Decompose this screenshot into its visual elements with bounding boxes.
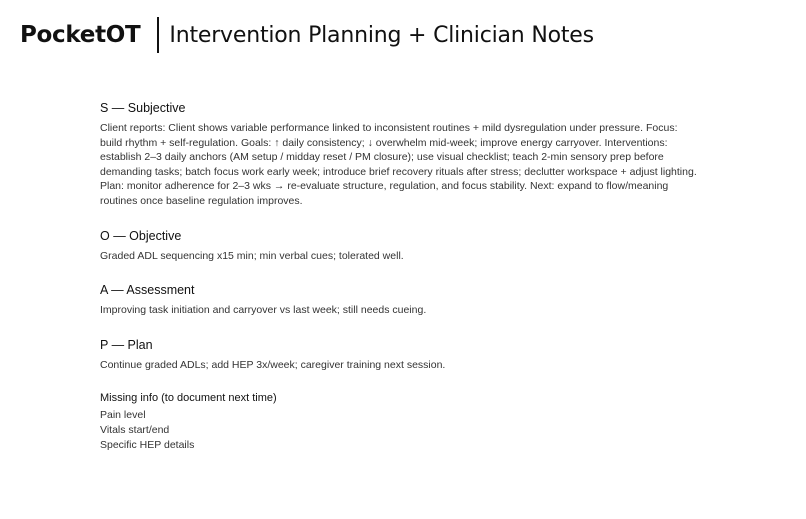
- assessment-text: Improving task initiation and carryover vs last week; still needs cueing.: [100, 304, 427, 317]
- page-title: Intervention Planning + Clinician Notes: [169, 22, 594, 48]
- missing-info: [100, 391, 700, 453]
- section-objective: [100, 228, 700, 264]
- list-item: Specific HEP details: [100, 439, 195, 452]
- objective-heading: O — Objective: [100, 228, 182, 243]
- subjective-heading: S — Subjective: [100, 101, 186, 115]
- header-divider: [157, 17, 159, 53]
- list-item: Vitals start/end: [100, 424, 170, 437]
- missing-info-heading: Missing info (to document next time): [100, 392, 277, 405]
- assessment-heading: A — Assessment: [100, 283, 195, 298]
- missing-info-list: [100, 408, 700, 453]
- section-subjective: [100, 100, 700, 209]
- subjective-text: Client reports: Client shows variable performance linked to inconsistent routines + mild dysregulation under pressure. Focus: build rhythm + self-regulation. Goals: ↑ daily consistency; ↓ overwhelm mid-week; improve energy carryover. Interventions: establish 2–3 daily anchors (AM setup / midday reset / PM closure); use visual checklist; teach 2-min sensory prep before demanding tasks; batch focus work early week; introduce brief recovery rituals after stress; declutter workspace + adjust lighting. Plan: monitor adherence for 2–3 wks → re-evaluate structure, regulation, and focus stability. Next: expand to flow/meaning routines once baseline regulation improves.: [100, 122, 697, 207]
- objective-text: Graded ADL sequencing x15 min; min verbal cues; tolerated well.: [100, 249, 404, 262]
- plan-heading: P — Plan: [100, 337, 153, 352]
- soap-note: [100, 100, 700, 453]
- section-plan: [100, 337, 700, 373]
- list-item: Pain level: [100, 409, 146, 422]
- plan-text: Continue graded ADLs; add HEP 3x/week; caregiver training next session.: [100, 358, 446, 371]
- brand-logo[interactable]: PocketOT: [20, 22, 141, 48]
- section-assessment: [100, 282, 700, 318]
- app-header: [20, 16, 594, 54]
